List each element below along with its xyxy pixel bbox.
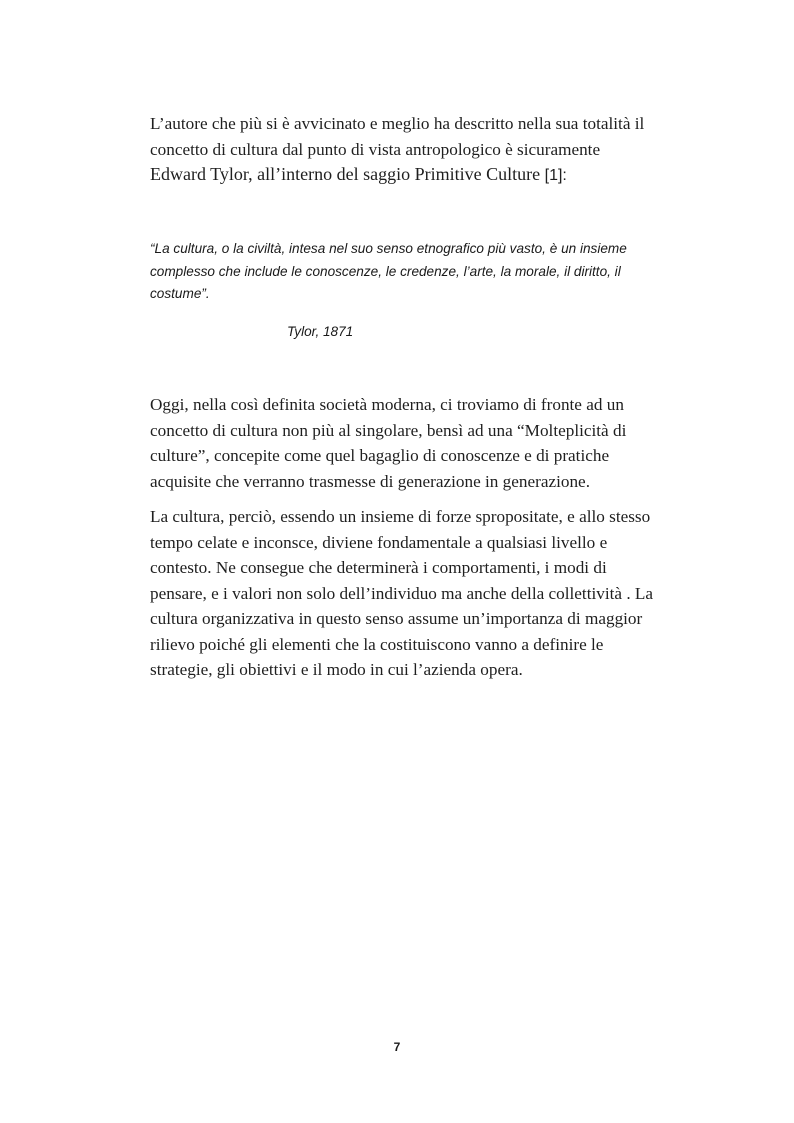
text-line: La cultura, perciò, essendo un insieme di forze spropositate, e allo stesso [150,507,651,526]
paragraph-intro [150,111,650,189]
text-line: pensare, e i valori non solo dell’individuo ma anche della collettività . La [150,583,654,603]
text-line: concetto di cultura dal punto di vista antropologico è sicuramente [150,139,601,159]
quote-line: “La cultura, o la civiltà, intesa nel suo senso etnografico più vasto, è un insieme [150,241,627,256]
text-line: culture”, concepite come quel bagaglio di conoscenze e di pratiche [150,446,610,465]
text-line: tempo celate e inconsce, diviene fondamentale a qualsiasi livello e [150,532,608,552]
citation-reference[interactable]: [1]: [544,167,567,184]
quote-line: costume”. [150,286,210,301]
text-line: rilievo poiché gli elementi che la costituiscono vanno a definire le [150,634,604,654]
text-line: concetto di cultura non più al singolare, bensì ad una “Molteplicità di [150,420,627,440]
text-line: acquisite che verranno trasmesse di generazione in generazione. [150,471,590,491]
text-line: contesto. Ne consegue che determinerà i comportamenti, i modi di [150,558,607,577]
quote-line: complesso che include le conoscenze, le credenze, l’arte, la morale, il diritto, il [150,263,621,279]
quote-attribution: Tylor, 1871 [287,324,354,339]
text-line: Oggi, nella così definita società moderna, ci troviamo di fronte ad un [150,395,624,414]
text-line: L’autore che più si è avvicinato e meglio ha descritto nella sua totalità il [150,114,645,133]
paragraph-modern-society [150,392,650,494]
page-number: 7 [393,1040,401,1054]
text-line: strategie, gli obiettivi e il modo in cui l’azienda opera. [150,660,523,679]
paragraph-organizational-culture [150,504,654,683]
text-line: cultura organizzativa in questo senso assume un’importanza di maggior [150,609,643,628]
text-line-content: Edward Tylor, all’interno del saggio Primitive Culture [150,164,545,184]
block-quote [150,238,670,306]
text-line [150,162,650,189]
